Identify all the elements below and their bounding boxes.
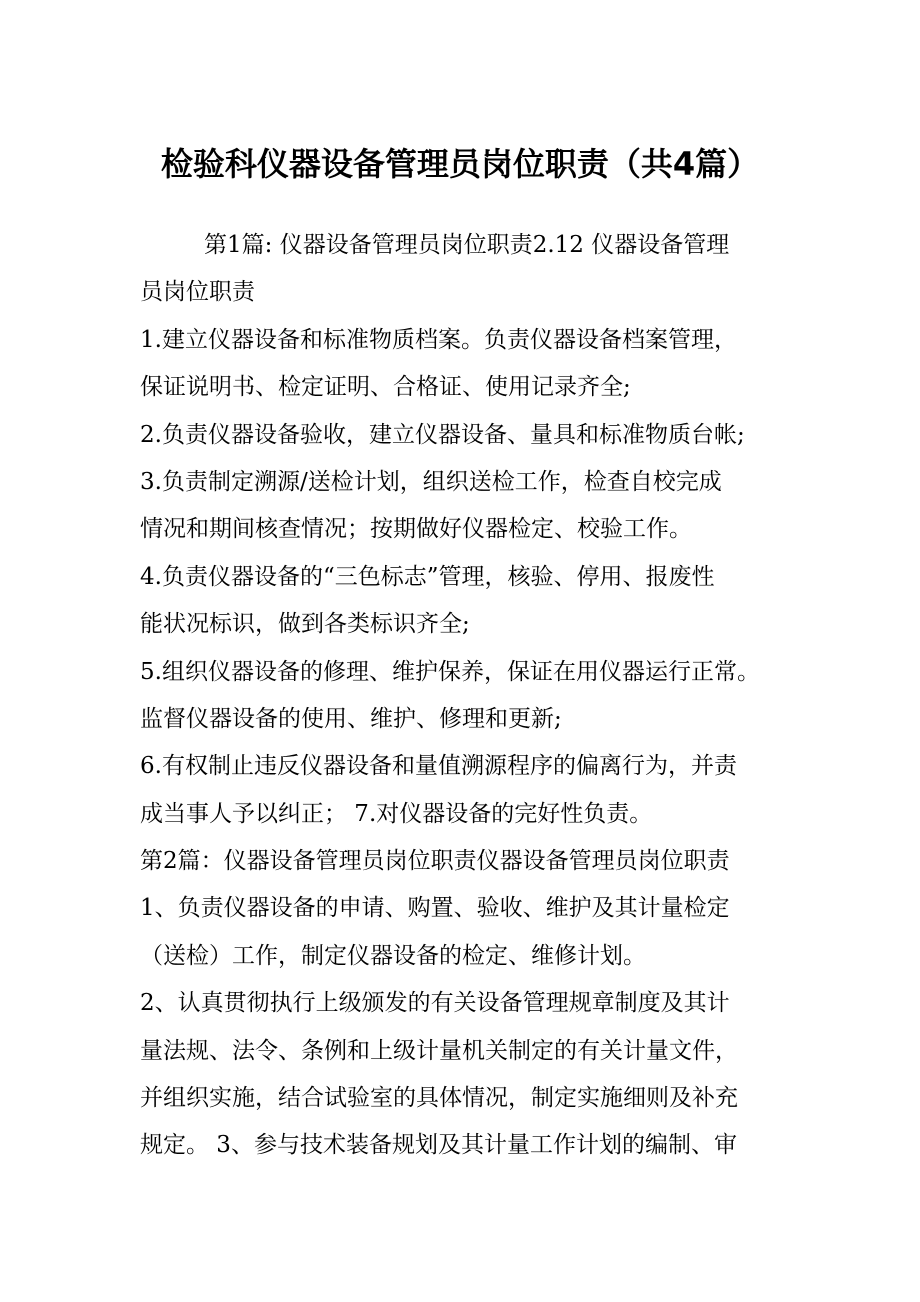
document-body: [140, 222, 785, 1170]
text-line: 2、认真贯彻执行上级颁发的有关设备管理规章制度及其计: [140, 990, 730, 1017]
text-line: 第1篇: 仪器设备管理员岗位职责2.12 仪器设备管理: [204, 232, 730, 258]
text-line: 成当事人予以纠正； 7.对仪器设备的完好性负责。: [140, 800, 653, 827]
text-line: 2.负责仪器设备验收，建立仪器设备、量具和标准物质台帐;: [140, 421, 745, 448]
text-line: 量法规、法令、条例和上级计量机关制定的有关计量文件，: [140, 1037, 738, 1064]
text-line: 保证说明书、检定证明、合格证、使用记录齐全;: [140, 374, 631, 401]
document-title: 检验科仪器设备管理员岗位职责（共4篇）: [160, 145, 760, 183]
text-line: 5.组织仪器设备的修理、维护保养，保证在用仪器运行正常。: [140, 658, 760, 685]
text-line: 规定。 3、参与技术装备规划及其计量工作计划的编制、审: [140, 1132, 737, 1159]
text-line: 员岗位职责: [140, 279, 255, 306]
text-line: （送检）工作，制定仪器设备的检定、维修计划。: [140, 942, 646, 969]
text-line: 3.负责制定溯源/送检计划，组织送检工作，检查自校完成: [140, 468, 722, 495]
text-line: 第2篇：仪器设备管理员岗位职责仪器设备管理员岗位职责: [140, 848, 730, 875]
text-line: 能状况标识，做到各类标识齐全;: [140, 611, 470, 638]
text-line: 6.有权制止违反仪器设备和量值溯源程序的偏离行为，并责: [140, 753, 737, 780]
text-line: 监督仪器设备的使用、维护、修理和更新;: [140, 705, 562, 732]
text-line: 1、负责仪器设备的申请、购置、验收、维护及其计量检定: [140, 895, 730, 922]
text-line: 情况和期间核查情况；按期做好仪器检定、校验工作。: [140, 516, 692, 543]
text-line: 1.建立仪器设备和标准物质档案。负责仪器设备档案管理，: [140, 326, 737, 353]
text-line: 并组织实施，结合试验室的具体情况，制定实施细则及补充: [140, 1085, 738, 1112]
text-line: 4.负责仪器设备的“三色标志”管理，核验、停用、报废性: [140, 563, 715, 590]
